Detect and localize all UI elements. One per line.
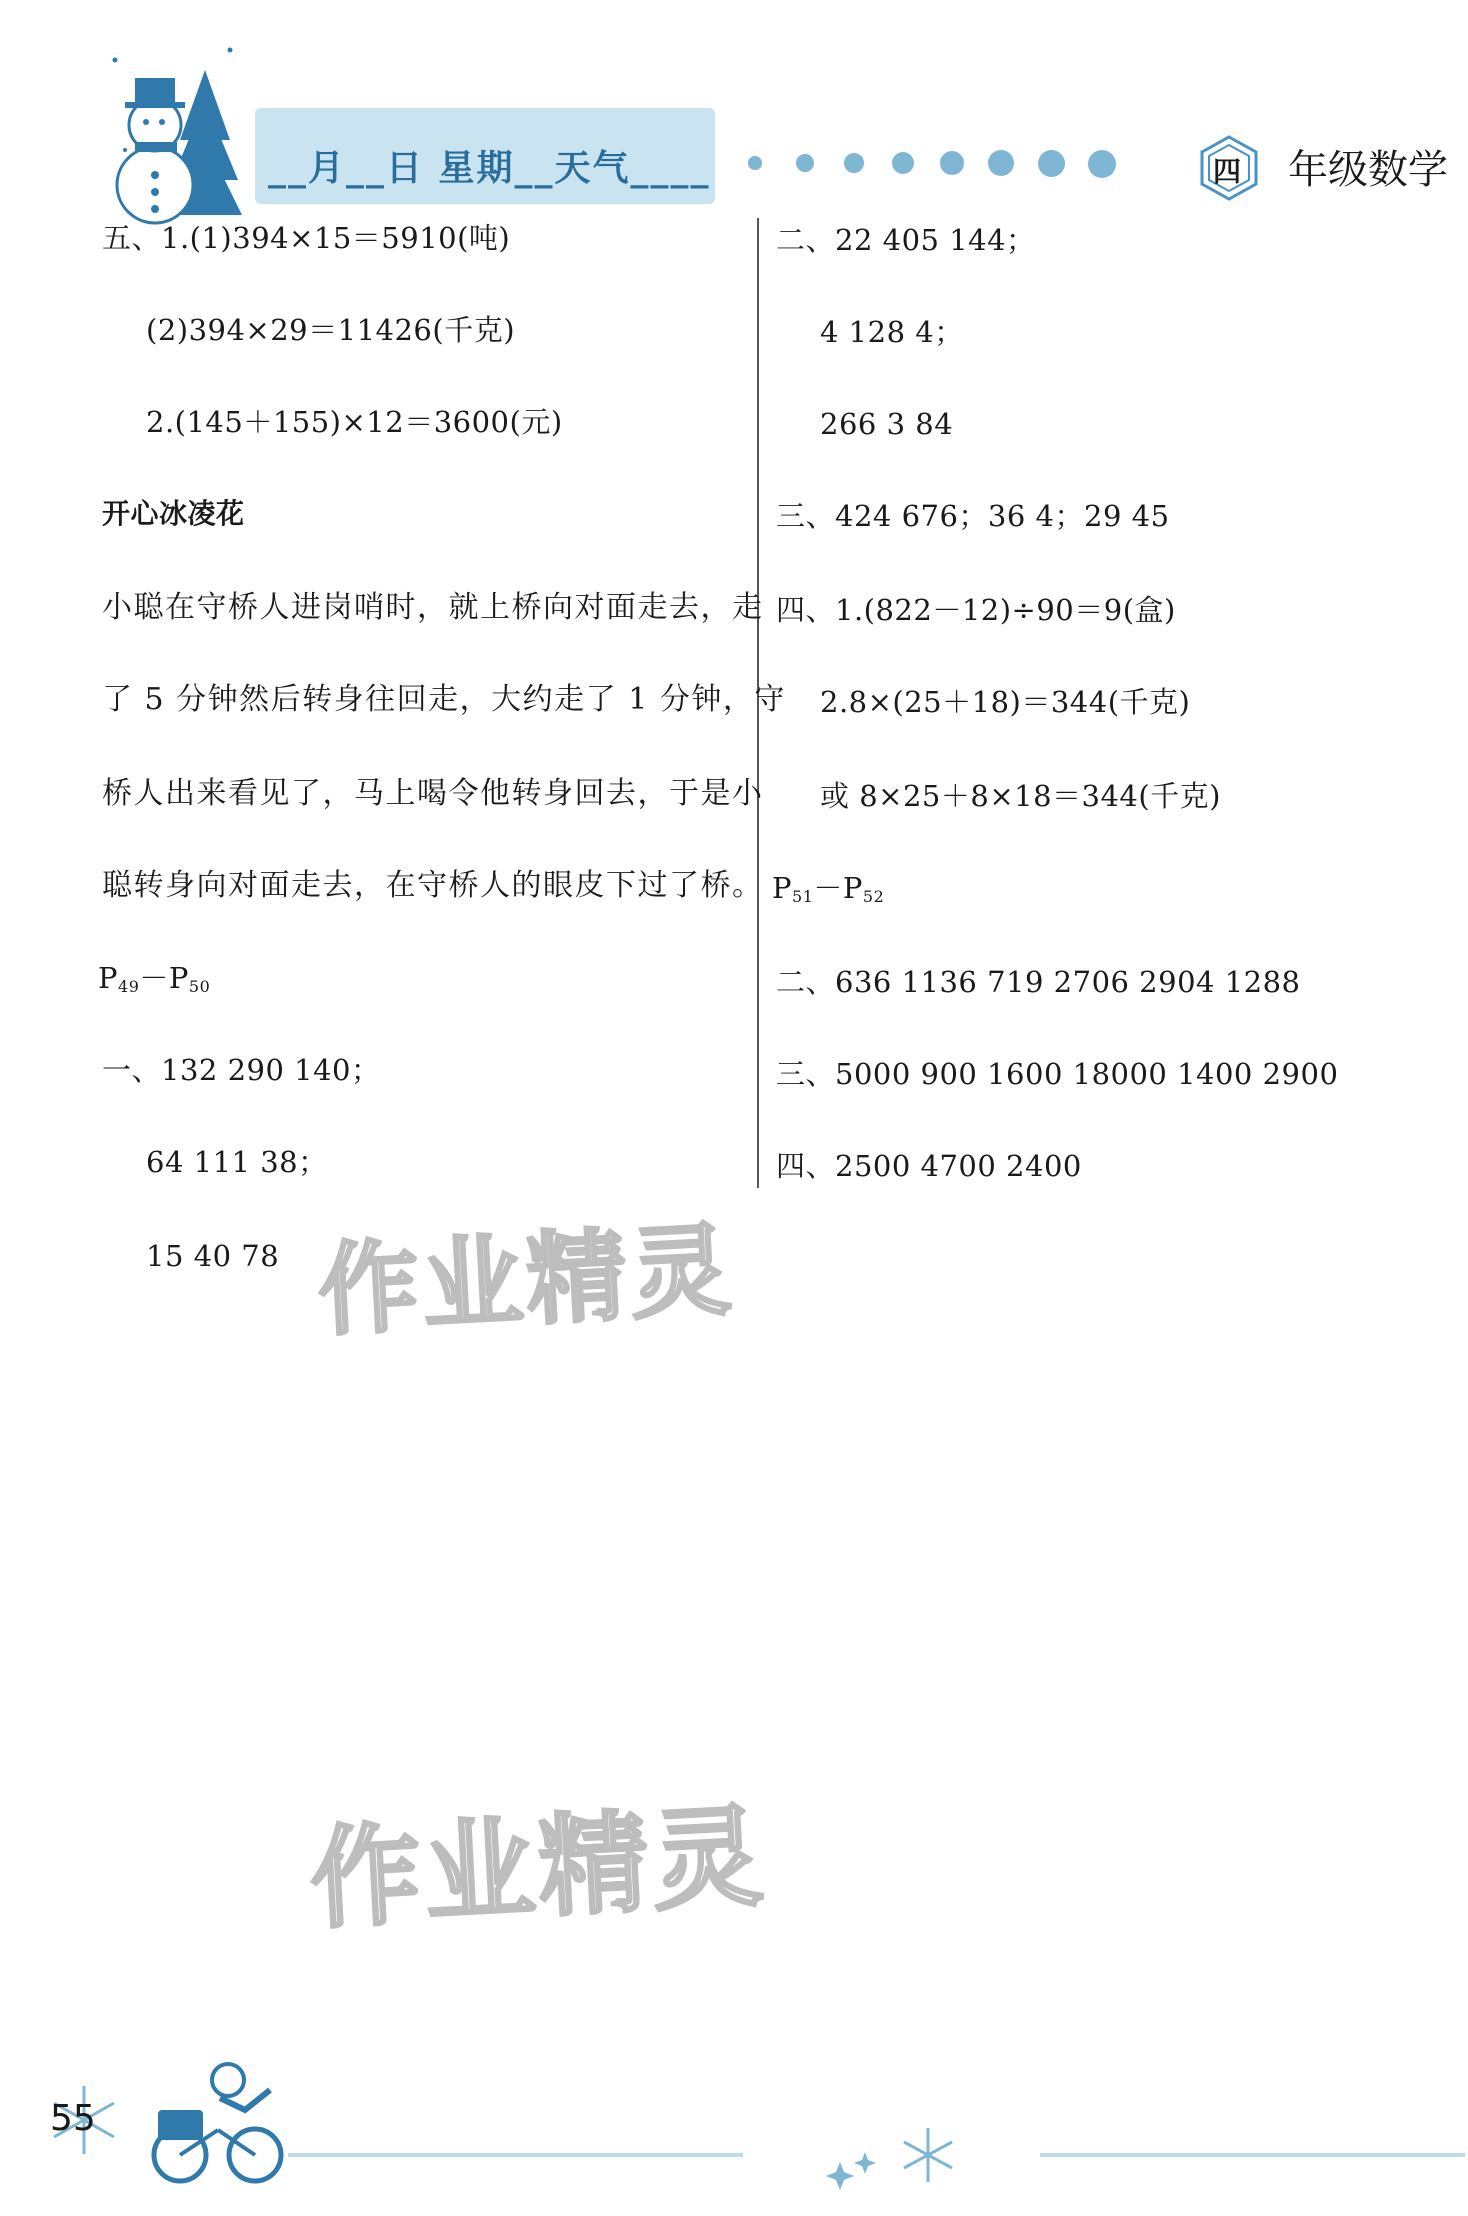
- paragraph-line: 桥人出来看见了，马上喝令他转身回去，于是小: [102, 776, 764, 811]
- paragraph-line: 小聪在守桥人进岗哨时，就上桥向对面走去，走: [102, 590, 764, 625]
- answer-line: 一、132 290 140；: [102, 1053, 381, 1087]
- grade-title: 年级数学: [1288, 147, 1448, 193]
- watermark: 作业精灵: [315, 1211, 738, 1350]
- answer-line: 三、424 676；36 4；29 45: [776, 499, 1170, 533]
- answer-line: 二、22 405 144；: [776, 223, 1036, 257]
- paragraph-line: 聪转身向对面走去，在守桥人的眼皮下过了桥。: [102, 868, 764, 903]
- watermark: 作业精灵: [307, 1792, 770, 1944]
- footer-line-left: [288, 2153, 743, 2157]
- sparkle-snowflake-icon: [820, 2120, 970, 2190]
- answer-line: 2.(145＋155)×12＝3600(元): [146, 405, 563, 439]
- section-heading: 开心冰凌花: [102, 497, 245, 530]
- grade-badge-text: 四: [1213, 155, 1242, 188]
- answer-line: 4 128 4；: [820, 315, 964, 349]
- answer-line: 266 3 84: [820, 407, 954, 441]
- answer-line: (2)394×29＝11426(千克): [146, 313, 516, 347]
- date-line: __月__日 星期__天气____: [268, 148, 711, 189]
- footer-line-right: [1040, 2153, 1465, 2157]
- answer-line: 五、1.(1)394×15＝5910(吨): [102, 221, 511, 255]
- answer-line: 或 8×25＋8×18＝344(千克): [820, 779, 1222, 813]
- answer-line: 15 40 78: [146, 1239, 280, 1273]
- answer-line: 四、1.(822－12)÷90＝9(盒): [776, 593, 1176, 627]
- answer-line: 二、636 1136 719 2706 2904 1288: [776, 965, 1301, 999]
- cyclist-illustration-icon: [150, 2050, 290, 2190]
- paragraph-line: 了 5 分钟然后转身往回走，大约走了 1 分钟，守: [102, 682, 786, 717]
- page-reference: $P_{49}-P_{50}$: [98, 961, 211, 996]
- answer-line: 64 111 38；: [146, 1145, 328, 1179]
- page-number: 55: [50, 2098, 96, 2139]
- page-reference: $P_{51}-P_{52}$: [772, 871, 885, 906]
- answer-line: 四、2500 4700 2400: [776, 1149, 1082, 1183]
- answer-line: 三、5000 900 1600 18000 1400 2900: [776, 1057, 1339, 1091]
- answer-line: 2.8×(25＋18)＝344(千克): [820, 685, 1191, 719]
- snowman-illustration-icon: [100, 30, 250, 230]
